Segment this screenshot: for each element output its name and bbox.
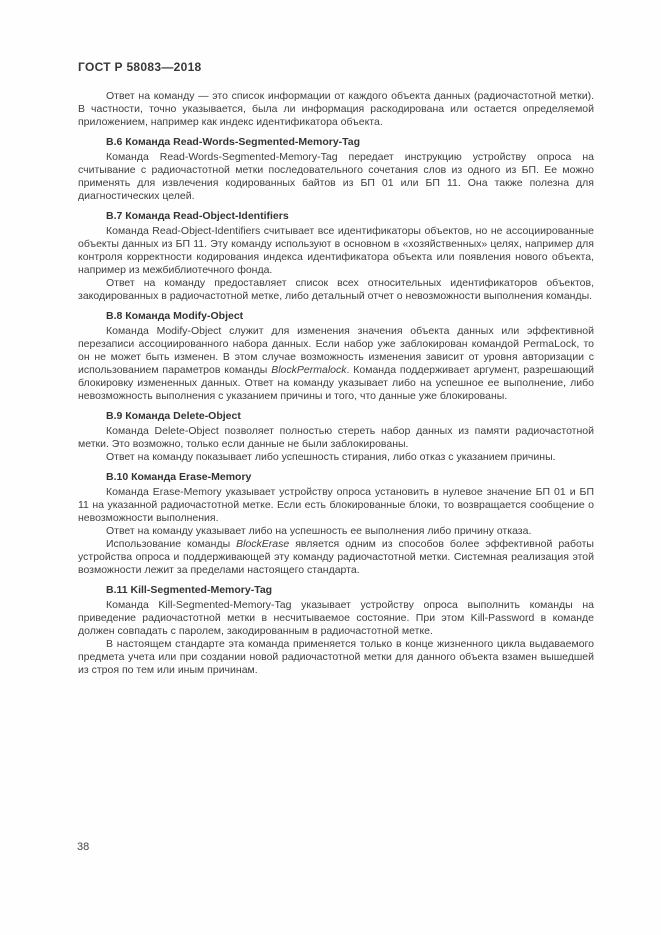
text-run: Ответ на команду предоставляет список всех относительных идентификаторов объектов, закодированных в радиочастотной метке, либо детальный отчет о невозможности выполнения команды.: [78, 277, 594, 302]
section-heading: В.9 Команда Delete-Object: [106, 410, 241, 422]
text-run: Команда Delete-Object позволяет полностью стереть набор данных из памяти радиочастотной метки. Это возможно, только если данные не были заблокированы.: [78, 425, 594, 450]
text-run: Команда Modify-Object служит для изменения значения объекта данных или эффективной перезаписи ассоциированного набора данных. Если набор уже заблокирован командой PermaLock, то он не может быть изменен. В этом случае возможность изменения зависит от уровня авторизации с использованием параметров команды: [78, 325, 594, 376]
paragraph: [78, 525, 594, 538]
text-run: Команда Kill-Segmented-Memory-Tag указывает устройству опроса выполнить команды на приведение радиочастотной метки в несчитываемое состояние. При этом Kill-Password в команде должен совпадать с паролем, закодированным в радиочастотной метке.: [78, 599, 594, 637]
text-run: Использование команды: [106, 538, 237, 550]
section-heading: В.6 Команда Read-Words-Segmented-Memory-Tag: [106, 136, 361, 148]
paragraph: [78, 638, 594, 677]
paragraph: [78, 425, 594, 451]
paragraph: [78, 538, 594, 577]
document-content: [78, 90, 594, 677]
paragraph: [78, 277, 594, 303]
italic-term: BlockPermalock: [271, 364, 347, 376]
section-heading: В.8 Команда Modify-Object: [106, 310, 244, 322]
text-run: Команда Erase-Memory указывает устройству опроса установить в нулевое значение БП 01 и БП 11 на указанной радиочастотной метке. Если есть блокированные блоки, то возвращается сообщение о невозможности выполнения.: [78, 486, 594, 524]
text-run: Команда Read-Words-Segmented-Memory-Tag передает инструкцию устройству опроса на считывание с радиочастотной метки последовательного сочетания слов из одного из БП. Ее можно применять для извлечения кодированных байтов из БП 01 или БП 11. Она также полезна для диагностических целей.: [78, 151, 594, 202]
paragraph: [78, 325, 594, 403]
paragraph: [78, 486, 594, 525]
paragraph: [78, 225, 594, 277]
text-run: Команда Read-Object-Identifiers считывает все идентификаторы объектов, но не ассоциированные объекты данных из БП 11. Эту команду используют в основном в «хозяйственных» целях, например для контроля корректности кодирования индекса идентификатора объекта или появления нового объекта, например из межбиблиотечного фонда.: [78, 225, 594, 276]
page-number: 38: [77, 841, 90, 853]
text-run: В настоящем стандарте эта команда применяется только в конце жизненного цикла выдаваемого предмета учета или при создании новой радиочастотной метки для данного объекта взамен вышедшей из строя по тем или иным причинам.: [78, 638, 594, 676]
paragraph: [78, 90, 594, 129]
section-heading: В.7 Команда Read-Object-Identifiers: [106, 210, 289, 222]
paragraph: [78, 151, 594, 203]
paragraph: [78, 451, 594, 464]
running-header: ГОСТ Р 58083—2018: [78, 60, 202, 74]
text-run: является одним из способов более эффективной работы устройства опроса и поддерживающей эту команду радиочастотной метки. Системная реализация этой возможности лежит за пределами настоящего стандарта.: [78, 538, 594, 576]
text-run: Ответ на команду указывает либо на успешность ее выполнения либо причину отказа.: [106, 525, 532, 537]
text-run: Ответ на команду — это список информации от каждого объекта данных (радиочастотной метки). В частности, точно указывается, была ли информация раскодирована или остается определяемой приложением, например как индекс идентификатора объекта.: [78, 90, 594, 128]
paragraph: [78, 599, 594, 638]
section-heading: В.11 Kill-Segmented-Memory-Tag: [106, 584, 273, 596]
italic-term: BlockErase: [236, 538, 290, 550]
text-run: Ответ на команду показывает либо успешность стирания, либо отказ с указанием причины.: [106, 451, 556, 463]
section-heading: В.10 Команда Erase-Memory: [106, 471, 252, 483]
text-run: . Команда поддерживает аргумент, разрешающий блокировку измененных данных. Ответ на команду указывает либо на успешное ее выполнение, либо невозможность выполнения с указанием причины и того, что данные уже блокированы.: [78, 364, 594, 402]
